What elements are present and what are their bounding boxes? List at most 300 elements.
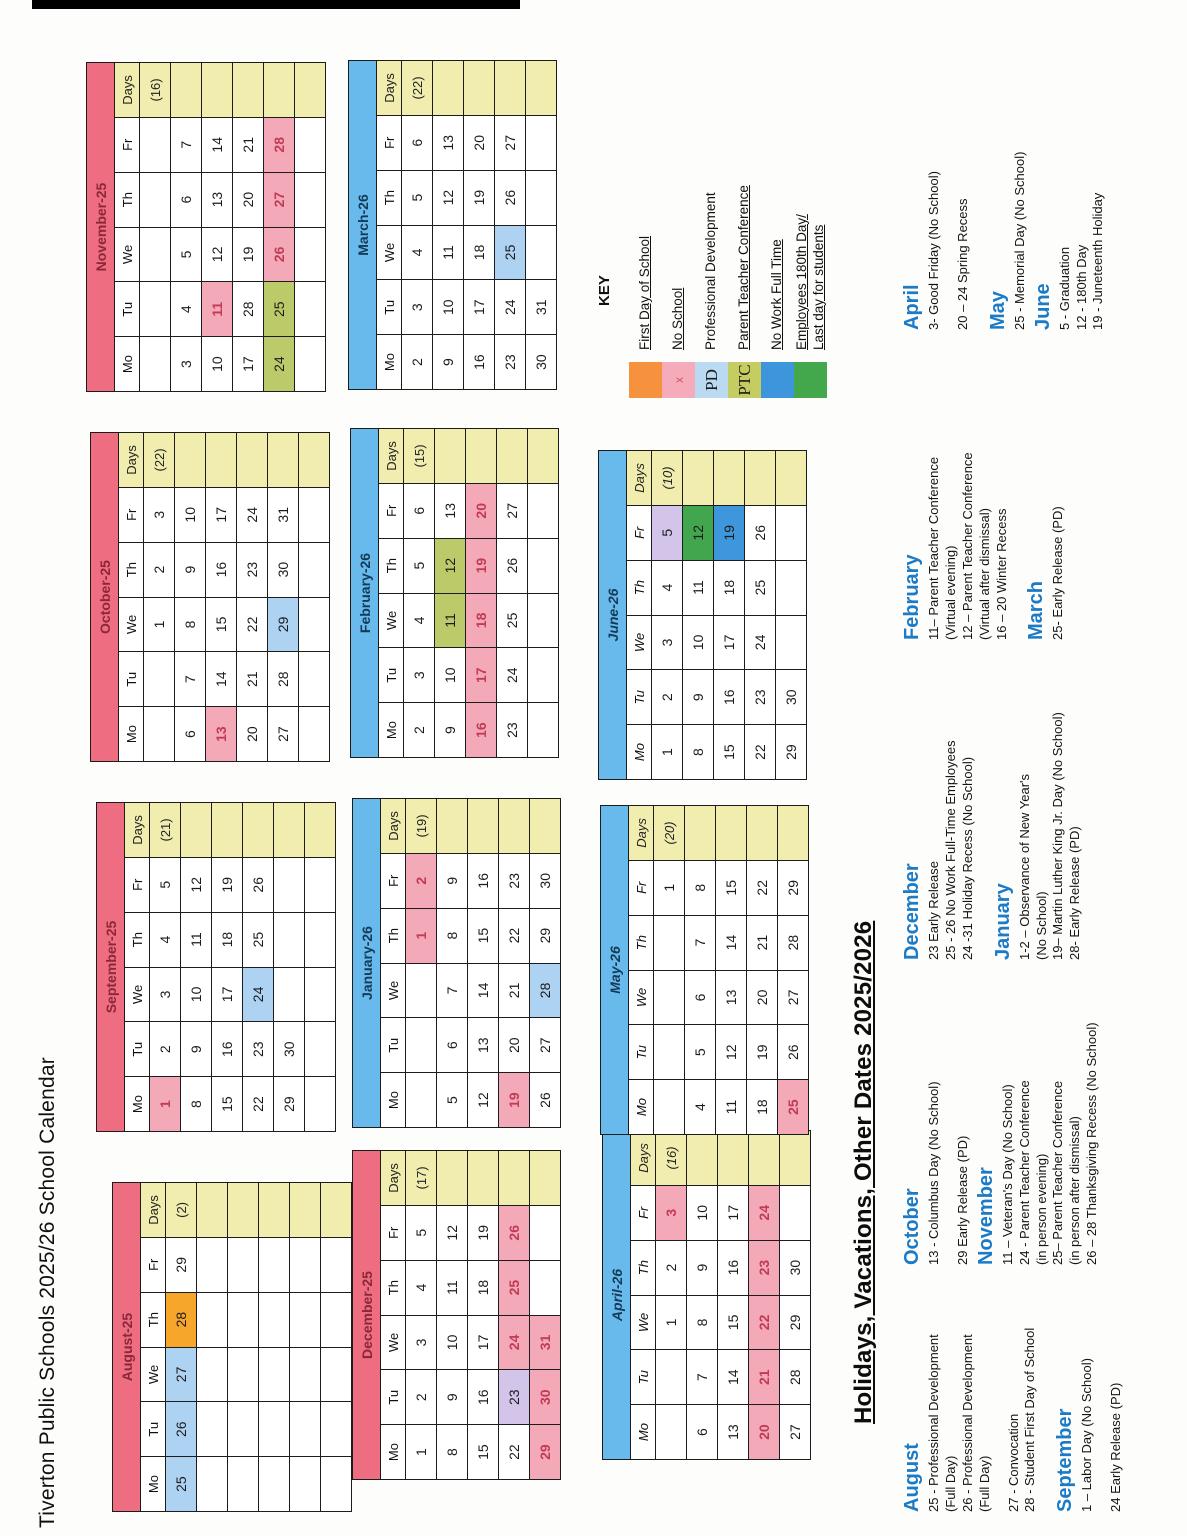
day-cell: 13 [468, 1018, 499, 1073]
day-cell [295, 227, 326, 282]
day-cell: 9 [175, 542, 206, 597]
day-cell [528, 593, 559, 648]
calendar-table [598, 450, 807, 780]
day-cell [295, 117, 326, 172]
day-cell: 13 [206, 707, 237, 762]
day-cell: 29 [274, 1077, 305, 1132]
legend-key [596, 68, 827, 428]
weekday-label: Mo [381, 1425, 406, 1480]
day-cell: 2 [652, 670, 683, 725]
weekday-label: Mo [629, 1080, 654, 1135]
day-cell: 5 [171, 227, 202, 282]
day-cell: 19 [714, 505, 745, 560]
day-cell: 12 [437, 1205, 468, 1260]
day-cell: 16 [212, 1022, 243, 1077]
day-cell: 24 [499, 1315, 530, 1370]
holiday-item: (in person evening) [1033, 1153, 1049, 1265]
month-calendar-november-25 [86, 62, 326, 392]
key-row [761, 68, 794, 428]
weekday-label: Th [631, 1240, 656, 1295]
day-cell: 12 [435, 538, 466, 593]
day-cell: 20 [464, 115, 495, 170]
month-calendar-october-25 [90, 432, 330, 762]
day-cell [259, 1402, 290, 1457]
day-cell [274, 912, 305, 967]
day-cell: 17 [468, 1315, 499, 1370]
days-column-cell [778, 806, 809, 861]
day-cell [526, 115, 557, 170]
weekday-label: Fr [125, 857, 150, 912]
days-column-cell [171, 63, 202, 118]
weekday-label: Days [115, 63, 140, 118]
weekday-label: Days [119, 433, 144, 488]
day-cell: 17 [714, 615, 745, 670]
day-cell [526, 225, 557, 280]
holiday-item: (Full Day) [976, 1455, 992, 1512]
day-cell [321, 1402, 352, 1457]
day-cell [299, 707, 330, 762]
day-cell [528, 703, 559, 758]
month-calendar-april-26 [602, 1130, 811, 1460]
days-count-cell: (19) [406, 799, 437, 854]
key-row [794, 68, 827, 428]
day-cell [228, 1347, 259, 1402]
holiday-item: 26 – 28 Thanksgiving Recess (No School) [1084, 1022, 1100, 1265]
day-cell: 18 [714, 560, 745, 615]
day-cell [295, 337, 326, 392]
weekday-label: Days [381, 799, 406, 854]
day-cell: 12 [181, 857, 212, 912]
weekday-label: Mo [125, 1077, 150, 1132]
holiday-item: 5 - Graduation [1056, 246, 1072, 330]
day-cell: 8 [437, 1425, 468, 1480]
day-cell: 6 [404, 483, 435, 538]
day-cell [526, 170, 557, 225]
day-cell [144, 707, 175, 762]
day-cell: 25 [166, 1457, 197, 1512]
weekday-label: We [115, 227, 140, 282]
day-cell: 7 [437, 963, 468, 1018]
days-column-cell [435, 429, 466, 484]
day-cell: 10 [433, 280, 464, 335]
day-cell: 22 [749, 1295, 780, 1350]
weekday-label: Fr [627, 505, 652, 560]
day-cell: 24 [497, 648, 528, 703]
key-color-swatch: PTC [728, 362, 761, 398]
holiday-item: 1 – Labor Day (No School) [1079, 1358, 1095, 1512]
day-cell [528, 483, 559, 538]
holiday-month-heading: June [1031, 283, 1054, 330]
day-cell: 13 [718, 1405, 749, 1460]
day-cell [197, 1402, 228, 1457]
day-cell: 10 [202, 337, 233, 392]
weekday-label: Days [627, 451, 652, 506]
weekday-label: Fr [629, 860, 654, 915]
spacer [943, 15, 955, 330]
day-cell: 27 [780, 1405, 811, 1460]
day-cell [140, 227, 171, 282]
days-column-cell [780, 1131, 811, 1186]
day-cell: 25 [497, 593, 528, 648]
day-cell: 14 [468, 963, 499, 1018]
holiday-item: 25– Parent Teacher Conference [1050, 1080, 1066, 1265]
holiday-item: (Virtual after dismissal) [976, 508, 992, 640]
day-cell [228, 1292, 259, 1347]
day-cell: 17 [206, 487, 237, 542]
day-cell: 19 [212, 857, 243, 912]
holiday-item: 16 – 20 Winter Recess [993, 508, 1009, 640]
days-column-cell [264, 63, 295, 118]
day-cell: 17 [718, 1185, 749, 1240]
month-header: September-25 [97, 803, 125, 1132]
key-label-line: First Day of School [637, 235, 653, 350]
day-cell [530, 1260, 561, 1315]
day-cell: 3 [406, 1315, 437, 1370]
day-cell: 20 [233, 172, 264, 227]
day-cell: 25 [243, 912, 274, 967]
days-column-cell [321, 1183, 352, 1238]
day-cell [259, 1237, 290, 1292]
day-cell: 16 [468, 1370, 499, 1425]
weekday-label: Tu [125, 1022, 150, 1077]
days-column-cell [464, 61, 495, 116]
month-calendar-december-25 [352, 1150, 561, 1480]
day-cell [197, 1292, 228, 1347]
month-header: November-25 [87, 63, 115, 392]
day-cell: 27 [495, 115, 526, 170]
holiday-item: 25- Early Release (PD) [1050, 506, 1066, 640]
day-cell [197, 1457, 228, 1512]
day-cell: 24 [749, 1185, 780, 1240]
day-cell: 24 [237, 487, 268, 542]
day-cell: 15 [468, 908, 499, 963]
day-cell [295, 282, 326, 337]
scan-artifact [32, 0, 520, 9]
day-cell: 4 [652, 560, 683, 615]
day-cell: 18 [747, 1080, 778, 1135]
day-cell [305, 967, 336, 1022]
day-cell: 8 [437, 908, 468, 963]
day-cell: 26 [166, 1402, 197, 1457]
day-cell: 28 [233, 282, 264, 337]
weekday-label: We [377, 225, 402, 280]
days-column-cell [259, 1183, 290, 1238]
day-cell: 22 [499, 908, 530, 963]
weekday-label: We [381, 963, 406, 1018]
month-header: April-26 [603, 1131, 631, 1460]
day-cell [780, 1185, 811, 1240]
weekday-label: Tu [377, 280, 402, 335]
days-column-cell [749, 1131, 780, 1186]
day-cell: 15 [714, 725, 745, 780]
day-cell: 1 [406, 1425, 437, 1480]
day-cell: 16 [464, 335, 495, 390]
day-cell [406, 1018, 437, 1073]
holidays-heading: Holidays, Vacations, Other Dates 2025/2026 [850, 920, 877, 1424]
holiday-item: 12 – Parent Teacher Conference [959, 452, 975, 640]
day-cell: 6 [437, 1018, 468, 1073]
days-column-cell [233, 63, 264, 118]
weekday-label: We [119, 597, 144, 652]
day-cell: 18 [464, 225, 495, 280]
day-cell: 19 [747, 1025, 778, 1080]
day-cell [656, 1405, 687, 1460]
weekday-label: Days [379, 429, 404, 484]
day-cell: 5 [406, 1205, 437, 1260]
day-cell: 12 [683, 505, 714, 560]
key-color-swatch [794, 362, 827, 398]
month-calendar-february-26 [350, 428, 559, 758]
day-cell: 3 [171, 337, 202, 392]
weekday-label: Mo [379, 703, 404, 758]
day-cell: 11 [437, 1260, 468, 1315]
day-cell: 17 [466, 648, 497, 703]
day-cell: 15 [206, 597, 237, 652]
day-cell: 26 [530, 1073, 561, 1128]
weekday-label: Mo [377, 335, 402, 390]
calendar-table [112, 1182, 352, 1512]
day-cell: 25 [745, 560, 776, 615]
day-cell: 21 [499, 963, 530, 1018]
day-cell: 1 [406, 908, 437, 963]
holiday-item: 27 - Convocation [1005, 1413, 1021, 1512]
days-column-cell [499, 1151, 530, 1206]
days-count-cell: (22) [144, 433, 175, 488]
day-cell [290, 1292, 321, 1347]
day-cell [290, 1347, 321, 1402]
days-count-cell: (16) [656, 1131, 687, 1186]
holiday-item: 28 - Student First Day of School [1022, 1327, 1038, 1512]
calendar-table [348, 60, 557, 390]
days-column-cell [530, 1151, 561, 1206]
key-label-line: Employees 180th Day/ [793, 214, 809, 350]
days-column-cell [237, 433, 268, 488]
day-cell: 13 [716, 970, 747, 1025]
day-cell [140, 282, 171, 337]
weekday-label: Days [125, 803, 150, 858]
days-column-cell [274, 803, 305, 858]
weekday-label: Tu [381, 1370, 406, 1425]
day-cell: 2 [656, 1240, 687, 1295]
key-rows [629, 68, 827, 428]
calendar-table [600, 805, 809, 1135]
days-column-cell [228, 1183, 259, 1238]
weekday-label: Fr [115, 117, 140, 172]
key-title: KEY [596, 275, 613, 306]
days-column-cell [197, 1183, 228, 1238]
days-column-cell [212, 803, 243, 858]
day-cell: 18 [468, 1260, 499, 1315]
day-cell: 16 [206, 542, 237, 597]
weekday-label: We [631, 1295, 656, 1350]
weekday-label: Fr [631, 1185, 656, 1240]
day-cell [299, 542, 330, 597]
day-cell: 2 [144, 542, 175, 597]
day-cell: 7 [171, 117, 202, 172]
weekday-label: We [379, 593, 404, 648]
weekday-label: Mo [381, 1073, 406, 1128]
spacer [977, 640, 989, 960]
day-cell: 2 [402, 335, 433, 390]
day-cell: 22 [745, 725, 776, 780]
day-cell [530, 1205, 561, 1260]
day-cell [305, 1077, 336, 1132]
days-column-cell [206, 433, 237, 488]
key-row [728, 68, 761, 428]
day-cell: 25 [499, 1260, 530, 1315]
holiday-item: 25 - Professional Development [926, 1334, 941, 1512]
day-cell: 13 [202, 172, 233, 227]
day-cell: 10 [437, 1315, 468, 1370]
key-label-line: Parent Teacher Conference [736, 185, 752, 350]
day-cell: 12 [202, 227, 233, 282]
day-cell: 21 [237, 652, 268, 707]
key-label [703, 192, 720, 350]
weekday-label: Th [119, 542, 144, 597]
holiday-item: 25 - 26 No Work Full-Time Employees [942, 740, 958, 960]
day-cell: 19 [468, 1205, 499, 1260]
holiday-column-dec-jan [898, 640, 1084, 960]
day-cell: 23 [745, 670, 776, 725]
month-header: August-25 [113, 1183, 141, 1512]
day-cell: 14 [202, 117, 233, 172]
day-cell: 17 [212, 967, 243, 1022]
holiday-item: 19 - Juneteenth Holiday [1090, 192, 1106, 330]
holiday-item: 29 Early Release (PD) [954, 1135, 970, 1265]
calendar-table [352, 1150, 561, 1480]
day-cell: 9 [433, 335, 464, 390]
holiday-item: (Virtual evening) [942, 545, 958, 640]
key-label-line: No School [670, 287, 686, 350]
day-cell: 27 [166, 1347, 197, 1402]
weekday-label: Tu [379, 648, 404, 703]
day-cell: 11 [716, 1080, 747, 1135]
day-cell: 10 [175, 487, 206, 542]
day-cell [140, 172, 171, 227]
days-column-cell [530, 799, 561, 854]
weekday-label: Th [379, 538, 404, 593]
day-cell [290, 1457, 321, 1512]
holiday-column-oct-nov [898, 985, 1101, 1265]
day-cell: 26 [495, 170, 526, 225]
days-column-cell [745, 451, 776, 506]
day-cell: 10 [683, 615, 714, 670]
page-title: Tiverton Public Schools 2025/26 School Calendar [36, 1057, 59, 1528]
holiday-item: (Full Day) [942, 1455, 958, 1512]
calendar-table [352, 798, 561, 1128]
day-cell: 23 [495, 335, 526, 390]
day-cell: 28 [778, 915, 809, 970]
day-cell: 29 [778, 860, 809, 915]
day-cell: 16 [714, 670, 745, 725]
day-cell: 7 [687, 1350, 718, 1405]
days-column-cell [528, 429, 559, 484]
weekday-label: Th [141, 1292, 166, 1347]
holiday-item: 11– Parent Teacher Conference [926, 456, 941, 640]
day-cell: 11 [181, 912, 212, 967]
weekday-label: We [627, 615, 652, 670]
day-cell: 13 [435, 483, 466, 538]
day-cell: 10 [435, 648, 466, 703]
holiday-item: 26 - Professional Development [959, 1334, 975, 1512]
day-cell: 6 [171, 172, 202, 227]
day-cell: 21 [747, 915, 778, 970]
days-column-cell [268, 433, 299, 488]
spacer [1039, 1262, 1051, 1512]
day-cell: 1 [144, 597, 175, 652]
day-cell: 26 [499, 1205, 530, 1260]
day-cell: 9 [437, 1370, 468, 1425]
day-cell [528, 648, 559, 703]
weekday-label: Tu [381, 1018, 406, 1073]
day-cell: 4 [404, 593, 435, 648]
spacer [994, 1262, 1006, 1512]
day-cell: 29 [530, 908, 561, 963]
days-count-cell: (2) [166, 1183, 197, 1238]
key-label [670, 288, 687, 350]
day-cell: 19 [464, 170, 495, 225]
days-column-cell [243, 803, 274, 858]
day-cell [654, 1025, 685, 1080]
day-cell [654, 970, 685, 1025]
weekday-label: Mo [627, 725, 652, 780]
day-cell: 5 [685, 1025, 716, 1080]
day-cell: 24 [264, 337, 295, 392]
holiday-item: (No School) [1033, 891, 1049, 960]
day-cell: 23 [243, 1022, 274, 1077]
day-cell: 20 [499, 1018, 530, 1073]
days-column-cell [295, 63, 326, 118]
day-cell: 11 [683, 560, 714, 615]
day-cell: 1 [654, 860, 685, 915]
day-cell: 4 [685, 1080, 716, 1135]
day-cell [299, 487, 330, 542]
day-cell: 2 [406, 853, 437, 908]
weekday-label: Days [377, 61, 402, 116]
day-cell: 7 [175, 652, 206, 707]
day-cell: 16 [718, 1240, 749, 1295]
day-cell: 1 [150, 1077, 181, 1132]
day-cell: 3 [144, 487, 175, 542]
day-cell: 5 [652, 505, 683, 560]
day-cell [321, 1457, 352, 1512]
day-cell: 1 [656, 1295, 687, 1350]
day-cell: 21 [233, 117, 264, 172]
day-cell: 9 [683, 670, 714, 725]
day-cell: 29 [530, 1425, 561, 1480]
days-count-cell: (20) [654, 806, 685, 861]
day-cell: 23 [497, 703, 528, 758]
day-cell: 11 [433, 225, 464, 280]
day-cell: 1 [652, 725, 683, 780]
weekday-label: Mo [141, 1457, 166, 1512]
day-cell: 23 [499, 853, 530, 908]
day-cell: 30 [780, 1240, 811, 1295]
days-count-cell: (10) [652, 451, 683, 506]
day-cell [321, 1292, 352, 1347]
day-cell: 30 [274, 1022, 305, 1077]
holiday-month-heading: October [901, 1188, 923, 1265]
day-cell [259, 1347, 290, 1402]
day-cell: 15 [718, 1295, 749, 1350]
key-label [637, 236, 654, 350]
day-cell: 30 [530, 853, 561, 908]
weekday-label: Days [141, 1183, 166, 1238]
weekday-label: Fr [141, 1237, 166, 1292]
day-cell: 20 [747, 970, 778, 1025]
day-cell: 20 [466, 483, 497, 538]
day-cell: 6 [175, 707, 206, 762]
